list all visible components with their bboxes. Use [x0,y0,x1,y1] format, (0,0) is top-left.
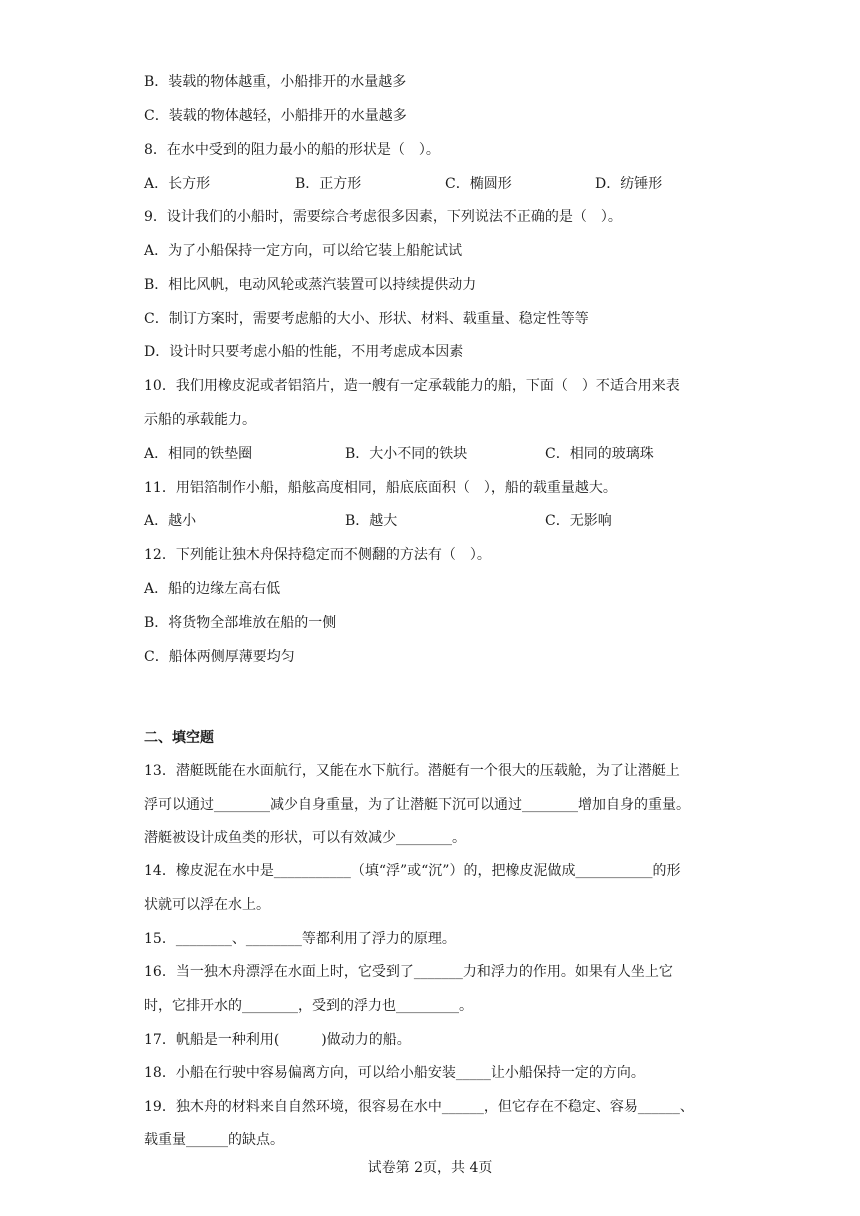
q8-option-d: D．纺锤形 [595,176,663,192]
question-19-line-1: 19．独木舟的材料来自自然环境，很容易在水中______，但它存在不稳定、容易______、 [144,1099,694,1115]
q8-option-a: A．长方形 [144,176,211,192]
question-11: 11．用铝箔制作小船，船舷高度相同，船底底面积（ ），船的载重量越大。 [144,480,617,496]
q9-option-a: A．为了小船保持一定方向，可以给它装上船舵试试 [144,243,463,259]
page-footer: 试卷第 2页，共 4页 [367,1160,493,1176]
q11-option-c: C．无影响 [545,513,612,529]
question-17: 17．帆船是一种利用( )做动力的船。 [144,1032,411,1048]
q12-option-a: A．船的边缘左高右低 [144,581,281,597]
question-14-line-2: 状就可以浮在水上。 [144,897,270,913]
q12-option-c: C．船体两侧厚薄要均匀 [144,649,295,665]
q12-option-b: B．将货物全部堆放在船的一侧 [144,615,337,631]
q10-option-b: B．大小不同的铁块 [345,446,468,462]
question-16-line-1: 16．当一独木舟漂浮在水面上时，它受到了_______力和浮力的作用。如果有人坐上它 [144,964,673,980]
q8-option-b: B．正方形 [295,176,362,192]
question-19-line-2: 载重量______的缺点。 [144,1132,284,1148]
question-13-line-1: 13．潜艇既能在水面航行，又能在水下航行。潜艇有一个很大的压载舱，为了让潜艇上 [144,763,680,779]
question-18: 18．小船在行驶中容易偏离方向，可以给小船安装_____让小船保持一定的方向。 [144,1065,645,1081]
q7-option-b: B．装载的物体越重，小船排开的水量越多 [144,74,407,90]
question-14-line-1: 14．橡皮泥在水中是___________（填“浮”或“沉”）的，把橡皮泥做成___________的形 [144,863,681,879]
question-9: 9．设计我们的小船时，需要综合考虑很多因素，下列说法不正确的是（ ）。 [144,209,622,225]
question-10-line-1: 10．我们用橡皮泥或者铝箔片，造一艘有一定承载能力的船，下面（ ）不适合用来表 [144,378,680,394]
q10-option-c: C．相同的玻璃珠 [545,446,654,462]
question-15: 15．________、________等都利用了浮力的原理。 [144,931,456,947]
q11-option-b: B．越大 [345,513,398,529]
q11-option-a: A．越小 [144,513,197,529]
q9-option-c: C．制订方案时，需要考虑船的大小、形状、材料、载重量、稳定性等等 [144,311,589,327]
question-8: 8．在水中受到的阻力最小的船的形状是（ ）。 [144,142,440,158]
q9-option-b: B．相比风帆，电动风轮或蒸汽装置可以持续提供动力 [144,277,477,293]
q10-option-a: A．相同的铁垫圈 [144,446,253,462]
question-16-line-2: 时，它排开水的________，受到的浮力也_________。 [144,998,473,1014]
section-title-fill-in: 二、填空题 [144,730,214,746]
question-13-line-3: 潜艇被设计成鱼类的形状，可以有效减少________。 [144,830,466,846]
question-10-line-2: 示船的承载能力。 [144,412,256,428]
q8-option-c: C．椭圆形 [445,176,512,192]
q9-option-d: D．设计时只要考虑小船的性能，不用考虑成本因素 [144,344,464,360]
question-12: 12．下列能让独木舟保持稳定而不侧翻的方法有（ ）。 [144,547,491,563]
question-13-line-2: 浮可以通过________减少自身重量，为了让潜艇下沉可以通过________增加自身的重量。 [144,797,690,813]
q7-option-c: C．装载的物体越轻，小船排开的水量越多 [144,108,407,124]
